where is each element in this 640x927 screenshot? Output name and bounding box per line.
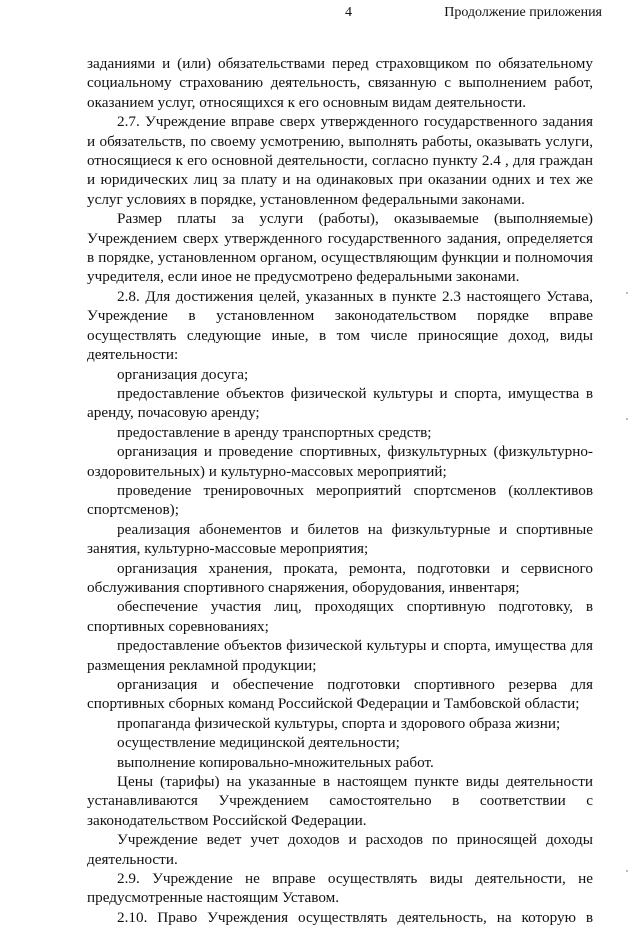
paragraph-2-8: 2.8. Для достижения целей, указанных в пункте 2.3 настоящего Устава, Учреждение в установленном законодательством порядке вправе осуществлять следующие иные, в том числе приносящие доход, виды деятельности:	[87, 287, 593, 364]
paragraph-2-10: 2.10. Право Учреждения осуществлять деятельность, на которую в	[117, 908, 593, 926]
document-body	[87, 54, 593, 927]
list-item-tickets: реализация абонементов и билетов на физкультурные и спортивные занятия, культурно-массовые мероприятия;	[87, 520, 593, 558]
list-item-events: организация и проведение спортивных, физкультурных (физкультурно-оздоровительных) и культурно-массовых мероприятий;	[87, 443, 593, 480]
list-item-reserve-training: организация и обеспечение подготовки спортивного резерва для спортивных сборных команд Российской Федерации и Тамбовской области;	[87, 676, 593, 713]
list-item-training-camps: проведение тренировочных мероприятий спортсменов (коллективов спортсменов);	[87, 481, 593, 519]
paragraph-2-9: 2.9. Учреждение не вправе осуществлять виды деятельности, не предусмотренные настоящим Уставом.	[87, 870, 593, 907]
list-item-facilities-rent: предоставление объектов физической культуры и спорта, имущества в аренду, почасовую аренду;	[87, 384, 593, 422]
list-item-competitions: обеспечение участия лиц, проходящих спортивную подготовку, в спортивных соревнованиях;	[87, 598, 593, 635]
list-item-medical: осуществление медицинской деятельности;	[117, 734, 400, 752]
scan-mark	[626, 870, 628, 872]
list-item-advertising: предоставление объектов физической культуры и спорта, имущества для размещения рекламной продукции;	[87, 637, 593, 674]
list-item-equipment-service: организация хранения, проката, ремонта, подготовки и сервисного обслуживания спортивного снаряжения, оборудования, инвентаря;	[87, 559, 593, 596]
paragraph-2-7: 2.7. Учреждение вправе сверх утвержденного государственного задания и обязательств, по своему усмотрению, выполнять работы, оказывать услуги, относящиеся к его основной деятельности, согласно пункту 2.4 , для граждан и юридических лиц за плату и на одинаковых при оказании одних и тех же услуг условиях в порядке, установленном федеральными законами.	[87, 113, 593, 208]
list-item-leisure: организация досуга;	[117, 365, 249, 383]
running-head: Продолжение приложения	[444, 5, 602, 20]
list-item-vehicle-rent: предоставление в аренду транспортных средств;	[117, 423, 432, 441]
paragraph-accounting: Учреждение ведет учет доходов и расходов по приносящей доходы деятельности.	[87, 831, 593, 868]
list-item-propaganda: пропаганда физической культуры, спорта и здорового образа жизни;	[117, 714, 561, 732]
paragraph-continuation: заданиями и (или) обязательствами перед страховщиком по обязательному социальному страхованию деятельность, связанную с выполнением работ, оказанием услуг, относящихся к его основным видам деятельности.	[87, 55, 593, 111]
scan-mark	[626, 292, 628, 294]
page-number: 4	[345, 5, 352, 20]
paragraph-fee-size: Размер платы за услуги (работы), оказываемые (выполняемые) Учреждением сверх утвержденного государственного задания, определяется в порядке, установленном органом, осуществляющим функции и полномочия учредителя, если иное не предусмотрено федеральными законами.	[87, 210, 593, 286]
list-item-copying: выполнение копировально-множительных работ.	[117, 753, 434, 771]
scan-mark	[626, 418, 628, 420]
paragraph-prices: Цены (тарифы) на указанные в настоящем пункте виды деятельности устанавливаются Учреждением самостоятельно в соответствии с законодательством Российской Федерации.	[87, 773, 593, 829]
